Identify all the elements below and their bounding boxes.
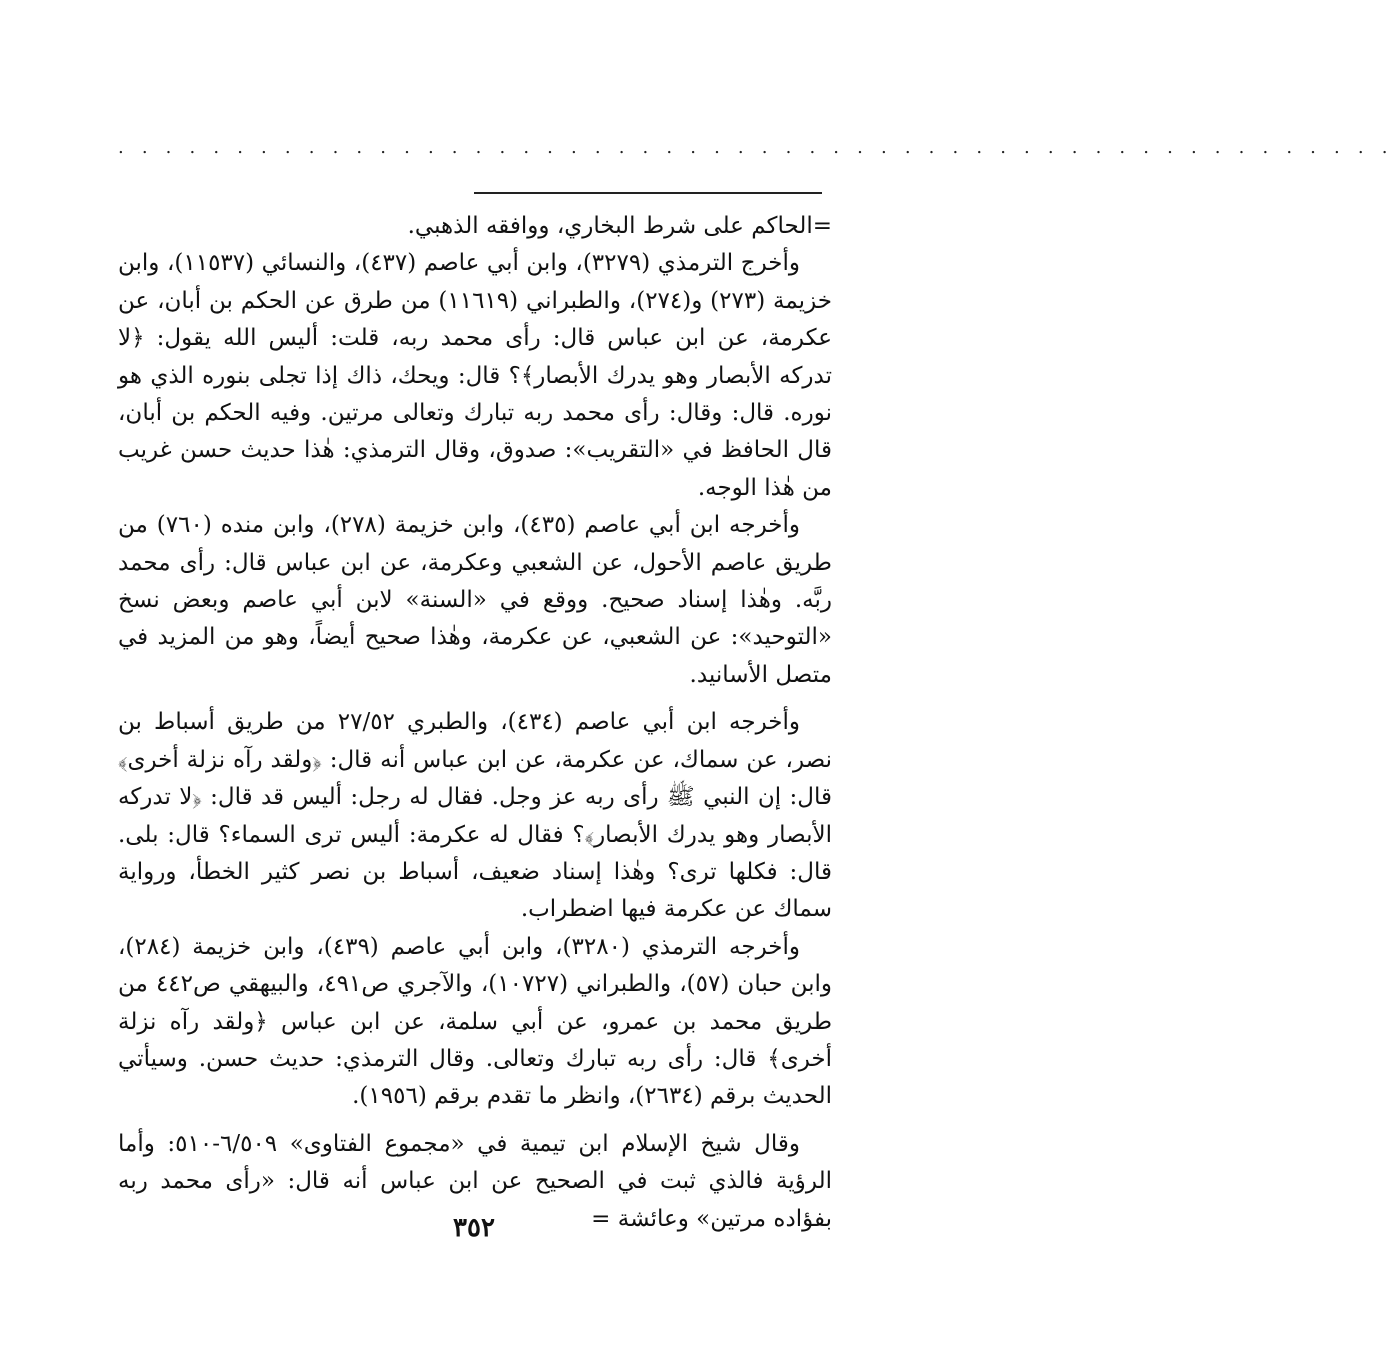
page-number: ٣٥٢ <box>453 1213 495 1243</box>
footnote-paragraph-1: =الحاكم على شرط البخاري، ووافقه الذهبي. <box>407 213 832 239</box>
footnote-paragraph-3: وأخرجه ابن أبي عاصم (٤٣٥)، وابن خزيمة (٢٧٨)، وابن منده (٧٦٠) من طريق عاصم الأحول، عن الشعبي وعكرمة، عن ابن عباس قال: رأى محمد ربَّه. وهٰذا إسناد صحيح. ووقع في «السنة» لابن أبي عاصم وبعض نسخ «التوحيد»: عن الشعبي، عن عكرمة، وهٰذا صحيح أيضاً، وهو من المزيد في متصل الأسانيد. <box>118 512 832 688</box>
footnote-rule <box>474 192 822 194</box>
footnote-paragraph-5: وأخرجه الترمذي (٣٢٨٠)، وابن أبي عاصم (٤٣٩)، وابن خزيمة (٢٨٤)، وابن حبان (٥٧)، والطبراني (١٠٧٢٧)، والآجري ص٤٩١، والبيهقي ص٤٤٢ من طريق محمد بن عمرو، عن أبي سلمة، عن ابن عباس ﴿ولقد رآه نزلة أخرى﴾ قال: رأى ربه تبارك وتعالى. وقال الترمذي: حديث حسن. وسيأتي الحديث برقم (٢٦٣٤)، وانظر ما تقدم برقم (١٩٥٦). <box>118 933 832 1110</box>
footnote-paragraph-6: وقال شيخ الإسلام ابن تيمية في «مجموع الفتاوى» ٦/٥٠٩-٥١٠: وأما الرؤية فالذي ثبت في الصحيح عن ابن عباس أنه قال: «رأى محمد ربه بفؤاده مرتين» وعائشة = <box>118 1130 832 1232</box>
footnote-paragraph-4: وأخرجه ابن أبي عاصم (٤٣٤)، والطبري ٢٧/٥٢ من طريق أسباط بن نصر، عن سماك، عن عكرمة، عن ابن عباس أنه قال: ﴿ولقد رآه نزلة أخرى﴾ قال: إن النبي ﷺ رأى ربه عز وجل. فقال له رجل: أليس قد قال: ﴿لا تدركه الأبصار وهو يدرك الأبصار﴾؟ فقال له عكرمة: أليس ترى السماء؟ قال: بلى. قال: فكلها ترى؟ وهٰذا إسناد ضعيف، أسباط بن نصر كثير الخطأ، ورواية سماك عن عكرمة فيها اضطراب. <box>118 709 832 923</box>
footnote-paragraph-2: وأخرج الترمذي (٣٢٧٩)، وابن أبي عاصم (٤٣٧)، والنسائي (١١٥٣٧)، وابن خزيمة (٢٧٣) و(٢٧٤)، والطبراني (١١٦١٩) من طرق عن الحكم بن أبان، عن عكرمة، عن ابن عباس قال: رأى محمد ربه، قلت: أليس الله يقول: ﴿لا تدركه الأبصار وهو يدرك الأبصار﴾؟ قال: ويحك، ذاك إذا تجلى بنوره الذي هو نوره. قال: وقال: رأى محمد ربه تبارك وتعالى مرتين. وفيه الحكم بن أبان، قال الحافظ في «التقريب»: صدوق، وقال الترمذي: هٰذا حديث حسن غريب من هٰذا الوجه. <box>118 250 832 501</box>
separator-dots: . . . . . . . . . . . . . . . . . . . . . . . . . . . . . . . . . . . . . . . . . . . . . . . . . . . . . . <box>118 137 1394 158</box>
footnote-text <box>118 208 832 1238</box>
